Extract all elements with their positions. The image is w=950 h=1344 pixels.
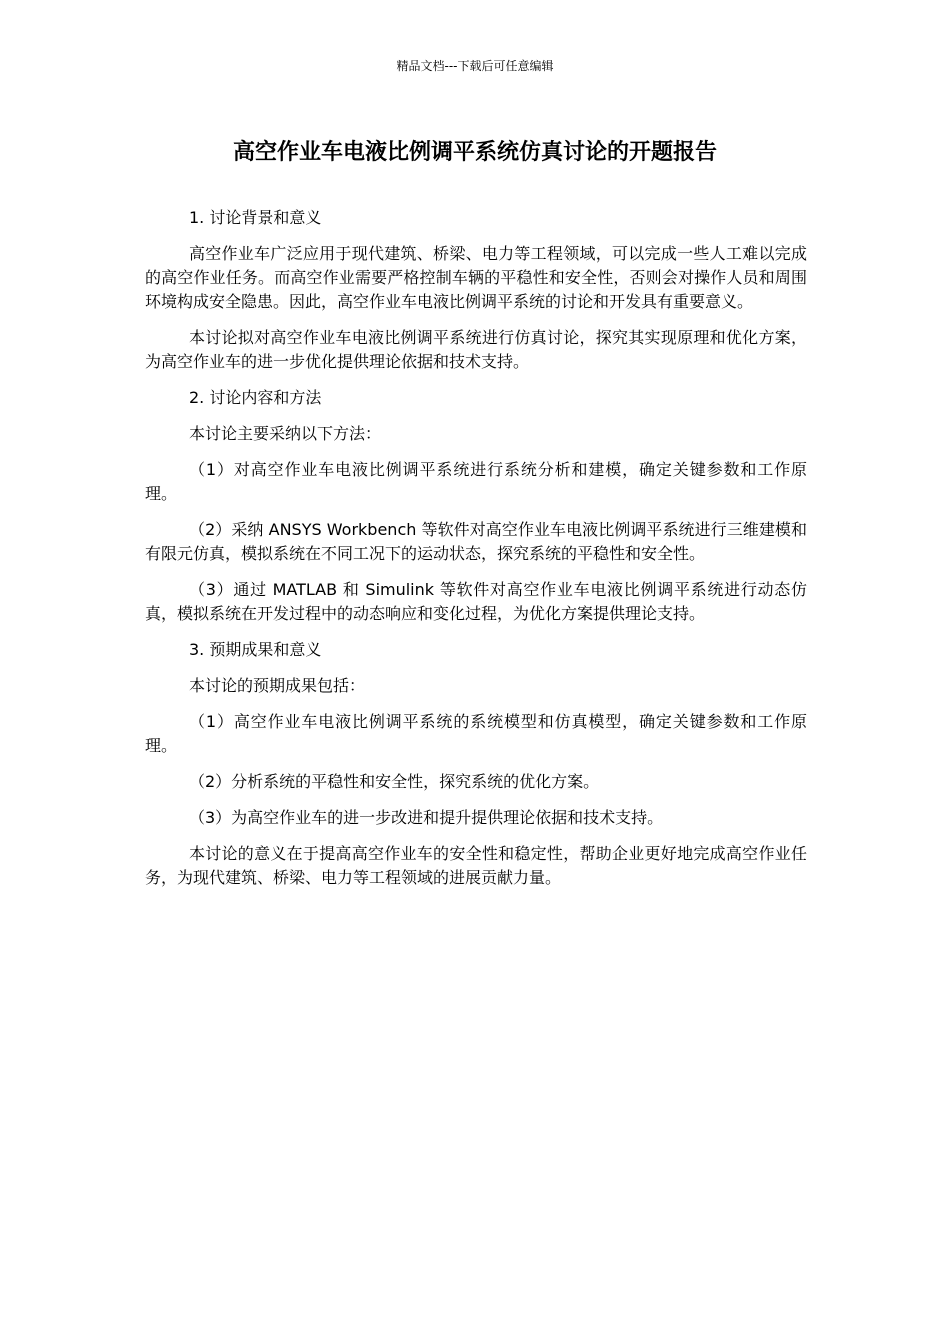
paragraph-methods-intro: 本讨论主要采纳以下方法： bbox=[189, 424, 382, 443]
section-heading-background: 1. 讨论背景和意义 bbox=[189, 208, 322, 227]
list-item-method-2: （2）采纳 ANSYS Workbench 等软件对高空作业车电液比例调平系统进行三维建模和有限元仿真，模拟系统在不同工况下的运动状态，探究系统的平稳性和安全性。 bbox=[145, 520, 807, 563]
list-item-method-1: （1）对高空作业车电液比例调平系统进行系统分析和建模，确定关键参数和工作原理。 bbox=[145, 460, 807, 503]
list-item-outcome-1: （1）高空作业车电液比例调平系统的系统模型和仿真模型，确定关键参数和工作原理。 bbox=[145, 712, 807, 755]
paragraph-background-1: 高空作业车广泛应用于现代建筑、桥梁、电力等工程领域，可以完成一些人工难以完成的高空作业任务。而高空作业需要严格控制车辆的平稳性和安全性，否则会对操作人员和周围环境构成安全隐患。因此，高空作业车电液比例调平系统的讨论和开发具有重要意义。 bbox=[145, 244, 807, 311]
section-heading-outcomes: 3. 预期成果和意义 bbox=[189, 640, 322, 659]
paragraph-outcomes-intro: 本讨论的预期成果包括： bbox=[189, 676, 366, 695]
list-item-outcome-3: （3）为高空作业车的进一步改进和提升提供理论依据和技术支持。 bbox=[189, 808, 664, 827]
document-body bbox=[145, 206, 807, 902]
list-item-method-3: （3）通过 MATLAB 和 Simulink 等软件对高空作业车电液比例调平系统进行动态仿真，模拟系统在开发过程中的动态响应和变化过程，为优化方案提供理论支持。 bbox=[145, 580, 807, 623]
paragraph-significance: 本讨论的意义在于提高高空作业车的安全性和稳定性，帮助企业更好地完成高空作业任务，为现代建筑、桥梁、电力等工程领域的进展贡献力量。 bbox=[145, 844, 807, 887]
paragraph-background-2: 本讨论拟对高空作业车电液比例调平系统进行仿真讨论，探究其实现原理和优化方案，为高空作业车的进一步优化提供理论依据和技术支持。 bbox=[145, 328, 807, 371]
section-heading-methods: 2. 讨论内容和方法 bbox=[189, 388, 322, 407]
document-title: 高空作业车电液比例调平系统仿真讨论的开题报告 bbox=[232, 140, 717, 165]
page-header-note: 精品文档---下载后可任意编辑 bbox=[396, 59, 554, 73]
list-item-outcome-2: （2）分析系统的平稳性和安全性，探究系统的优化方案。 bbox=[189, 772, 600, 791]
